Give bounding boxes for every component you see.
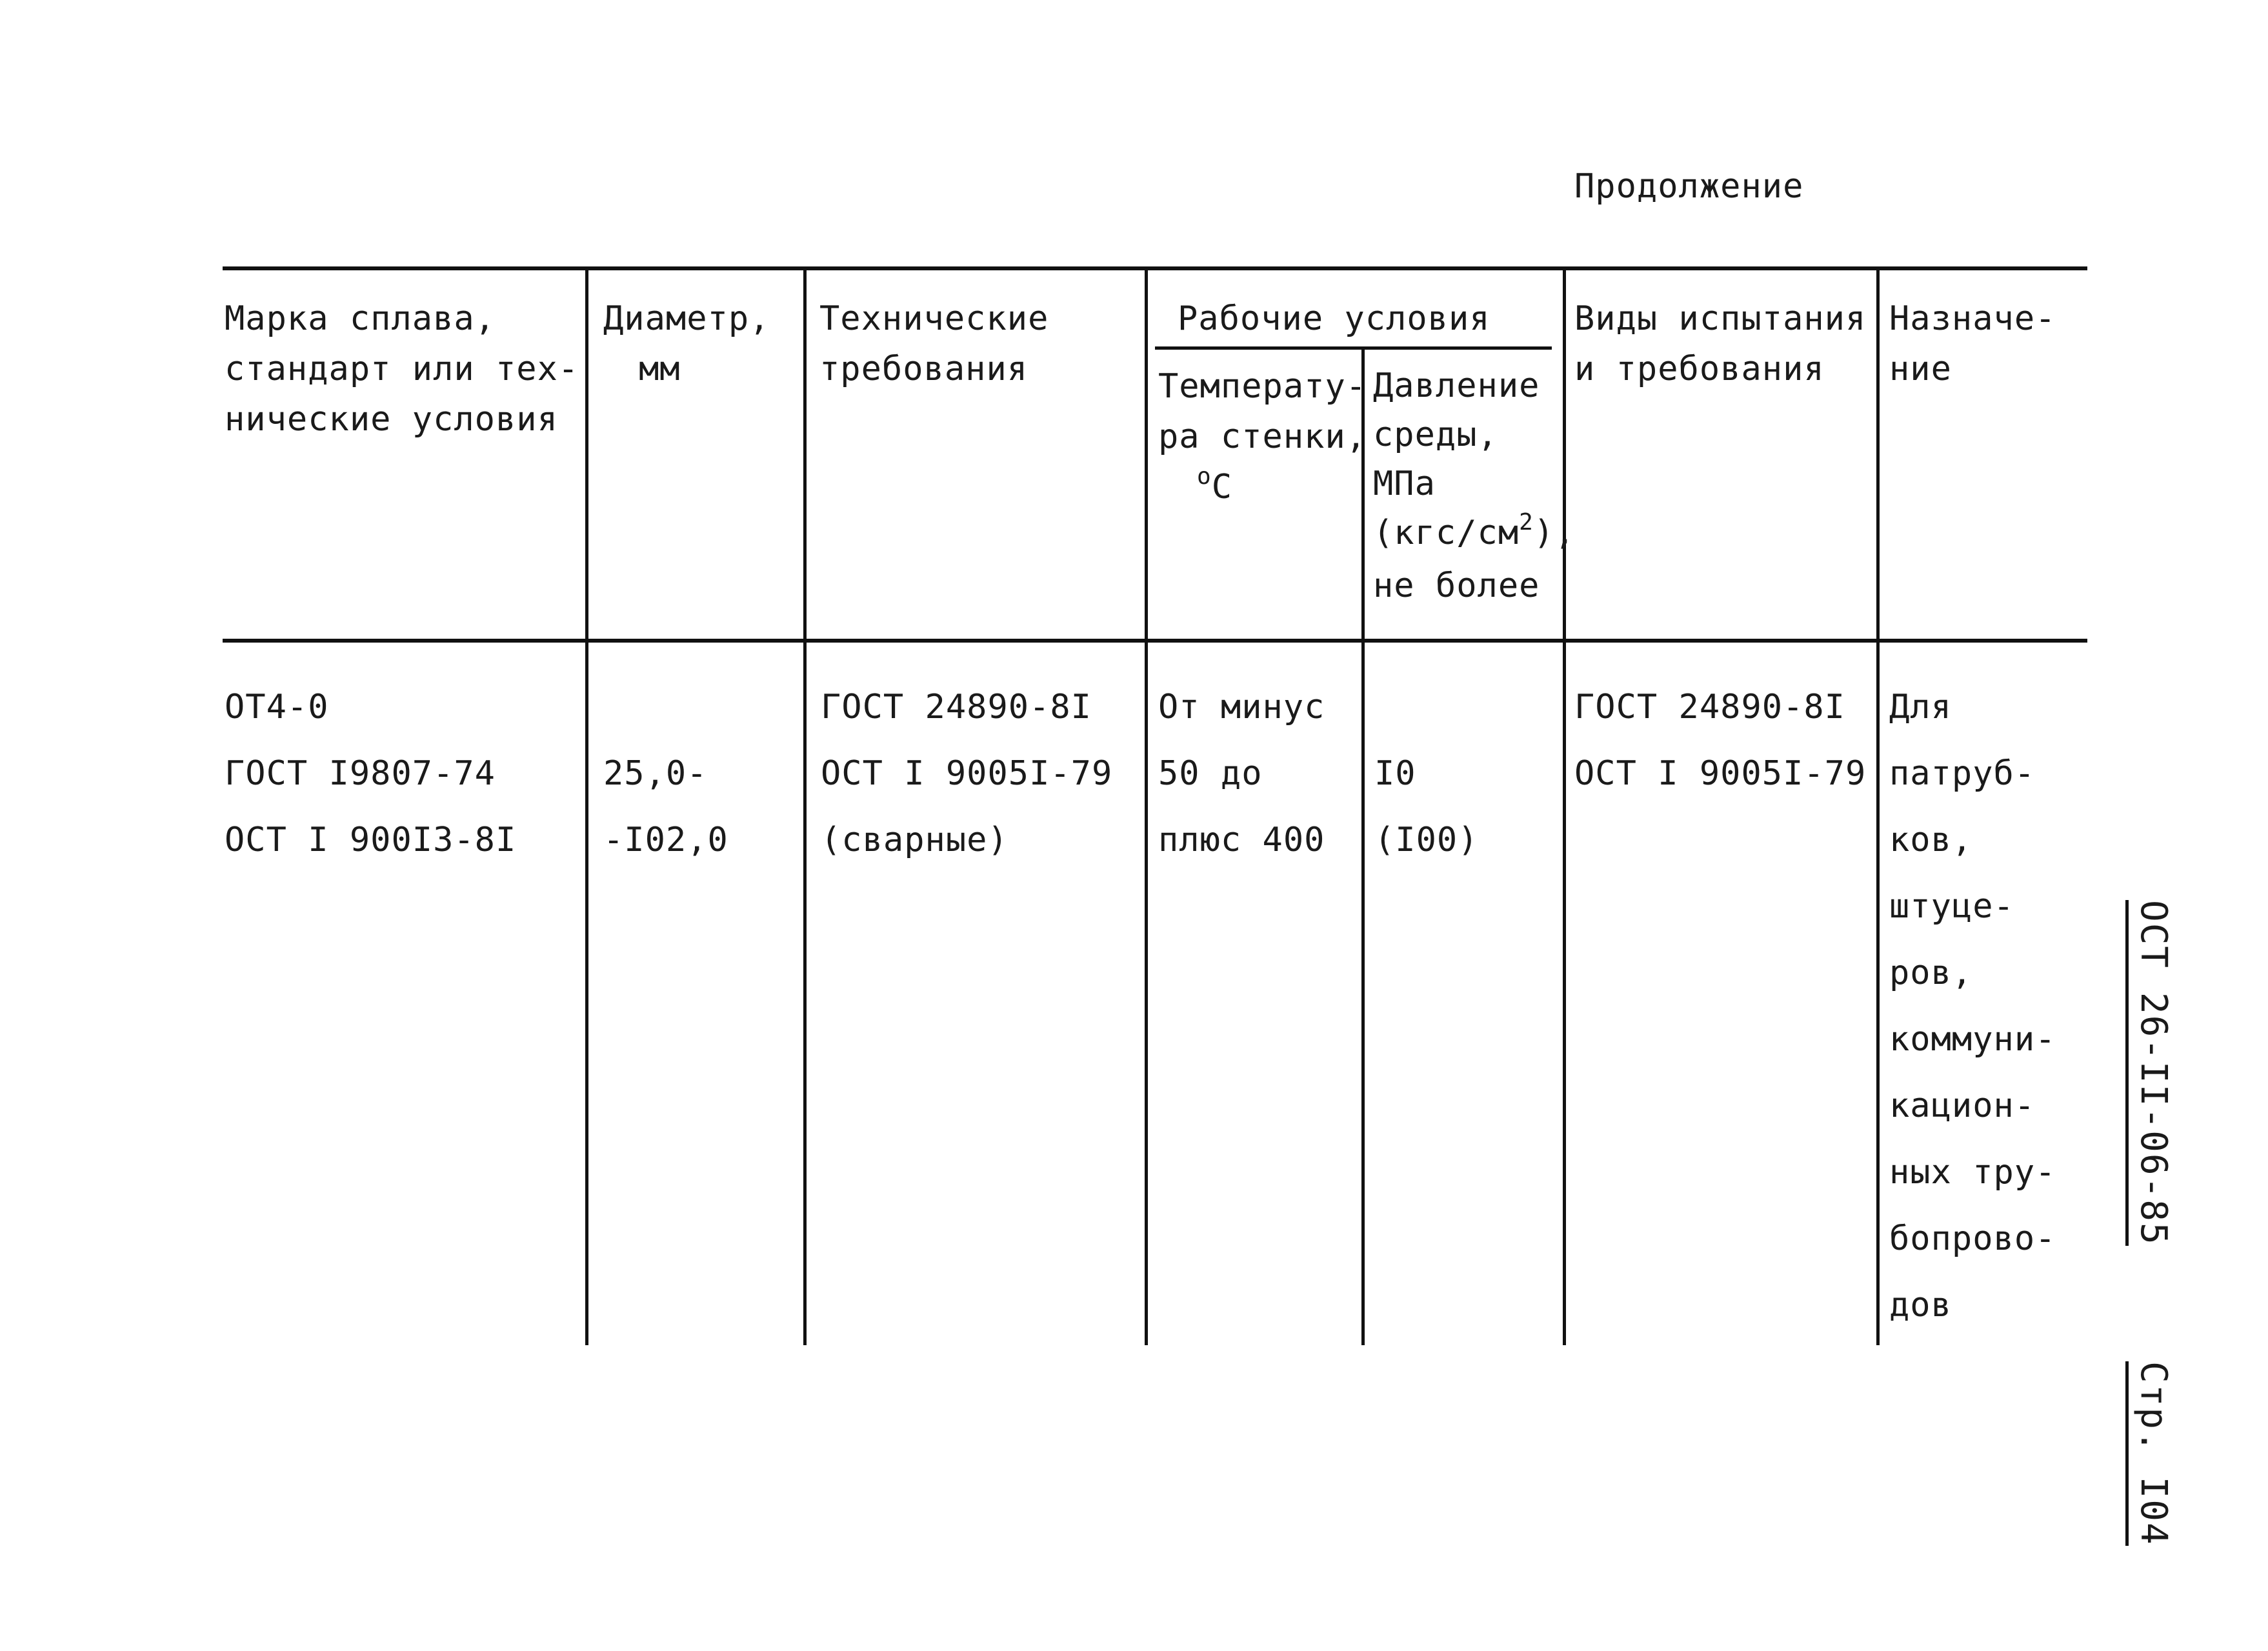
continuation-label: Продолжение <box>1574 167 1804 206</box>
cell-pressure: I0 (I00) <box>1374 754 1479 859</box>
header-temperature: Температу- ра стенки, $^о$С <box>1158 367 1367 506</box>
table-top-rule <box>223 266 2087 270</box>
header-alloy: Марка сплава, стандарт или тех- нические условия <box>225 299 579 439</box>
header-diameter: Диаметр, мм <box>603 299 770 388</box>
column-divider-1 <box>585 266 588 1345</box>
cell-purpose: Для патруб- ков, штуце- ров, коммуни- кацион- ных тру- бопрово- дов <box>1889 688 2056 1325</box>
page-number-label: Стр. I04 <box>2133 1361 2174 1546</box>
cell-alloy: ОТ4-0 ГОСТ I9807-74 ОСТ I 900I3-8I <box>225 688 517 859</box>
column-divider-3 <box>1145 266 1148 1345</box>
header-working-conditions: Рабочие условия <box>1178 299 1490 338</box>
working-conditions-rule <box>1155 346 1552 350</box>
header-pressure: Давлениe среды, МПа $(кгс/см^2)$, не более <box>1373 366 1576 605</box>
cell-temperature: От минус 50 до плюс 400 <box>1158 688 1325 859</box>
column-divider-2 <box>803 266 807 1345</box>
header-purpose: Назначе- ние <box>1889 299 2056 388</box>
header-tech-requirements: Технические требования <box>819 299 1049 388</box>
header-tests: Виды испытания и требования <box>1574 299 1867 388</box>
table-header-rule <box>223 639 2087 643</box>
column-divider-6 <box>1876 266 1880 1345</box>
cell-tests: ГОСТ 24890-8I ОСТ I 9005I-79 <box>1574 688 1867 793</box>
cell-tech-requirements: ГОСТ 24890-8I ОСТ I 9005I-79 (сварные) <box>821 688 1113 859</box>
cell-diameter: 25,0- -I02,0 <box>603 754 728 859</box>
doc-code-label: ОСТ 26-II-06-85 <box>2133 900 2174 1246</box>
